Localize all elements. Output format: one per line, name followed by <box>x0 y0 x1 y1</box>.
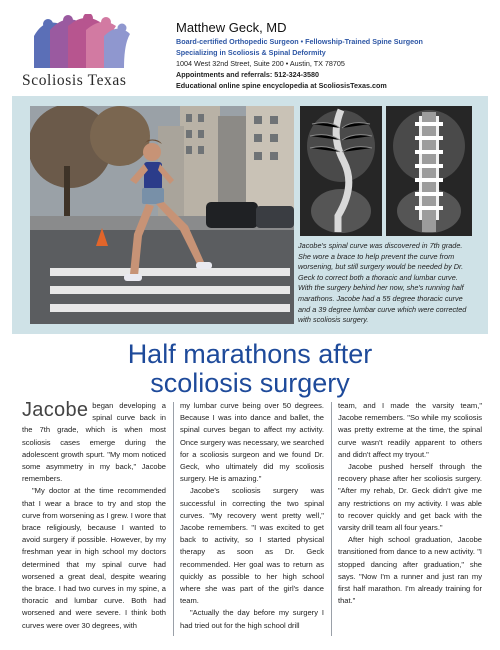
title-line-2: scoliosis surgery <box>150 368 350 398</box>
specialty-line: Specializing in Scoliosis & Spinal Deformity <box>176 48 326 57</box>
paragraph: my lumbar curve being over 50 degrees. Because I was into dance and ballet, the spinal curves began to affect my activity. Once surgery was necessary, we searched for a scoliosis surgeon and we found Dr. Geck, who ultimately did my scoliosis surgery. He is amazing." <box>180 401 324 484</box>
address-line: 1004 West 32nd Street, Suite 200 • Austin, TX 78705 <box>176 59 345 68</box>
paragraph: Jacobe pushed herself through the recovery phase after her scoliosis surgery. "After my rehab, Dr. Geck didn't give me any restrictions on my activity. I was able to recover quickly and get back with the varsity drill team all four years." <box>338 462 482 533</box>
doctor-name: Matthew Geck, MD <box>176 20 287 35</box>
paragraph: After high school graduation, Jacobe transitioned from dance to a new activity. "I stopped dancing after graduation," she says. "Now I'm a runner and just ran my first half marathon. I'm already training for that." <box>338 535 482 606</box>
credentials-line: Board-certified Orthopedic Surgeon • Fellowship-Trained Spine Surgeon <box>176 37 423 46</box>
paragraph: "My doctor at the time recommended that I wear a brace to try and stop the curve from worsening as I grew. I wore that brace religiously, because I wanted to avoid surgery if possible. However, by my freshman year in high school my doctors determined that my spinal curve had worsened a great deal, despite wearing the brace. I had two curves in my spine, a thoracic and lumbar curve. Both had worsened and were severe. I think both curves were over 30 degrees, with <box>22 486 166 630</box>
appointments-line: Appointments and referrals: 512-324-3580 <box>176 70 320 79</box>
logo-figures-icon <box>30 14 134 70</box>
photo-panel <box>12 96 488 334</box>
encyclopedia-line: Educational online spine encyclopedia at ScoliosisTexas.com <box>176 81 387 90</box>
column-divider <box>173 402 174 636</box>
paragraph <box>22 400 166 485</box>
article-body <box>22 400 482 640</box>
contact-block <box>176 20 486 91</box>
article-column-3 <box>338 400 482 607</box>
photo-caption: Jacobe's spinal curve was discovered in 7th grade. She wore a brace to help prevent the curve from worsening, but still surgery would be needed by Dr. Geck to correct both a thoracic and lumbar curve. With the surgery behind her now, she's running half marathons. Jacobe had a 55 degree thoracic curve and a 39 degree lumbar curve which were corrected with scoliosis surgery. <box>298 241 467 325</box>
paragraph: "Actually the day before my surgery I had tried out for the high school drill <box>180 608 324 630</box>
drop-word: Jacobe <box>22 399 89 421</box>
logo-wordmark: Scoliosis Texas <box>22 72 127 89</box>
xray-after-image <box>386 106 472 236</box>
runner-photo <box>30 106 294 324</box>
scoliosis-texas-logo <box>22 14 140 96</box>
article-column-2 <box>180 400 324 632</box>
title-line-1: Half marathons after <box>127 339 373 369</box>
paragraph-text: began developing a spinal curve back in the 7th grade, which is when most scoliosis cases emerge during the adolescent growth spurt. "My mom noticed some asymmetry in my back," Jacobe remembers. <box>22 401 166 484</box>
article-title <box>0 340 500 398</box>
paragraph: team, and I made the varsity team," Jacobe remembers. "So while my scoliosis was pretty extreme at the time, the spinal curve wasn't readily apparent to others and didn't affect my tryout." <box>338 401 482 459</box>
xray-before-image <box>300 106 382 236</box>
article-column-1 <box>22 400 166 632</box>
column-divider <box>331 402 332 636</box>
paragraph: Jacobe's scoliosis surgery was successful in correcting the two spinal curves. "My recovery went pretty well," Jacobe remembers. "I was excited to get back to activity, so I started physical therapy as soon as Dr. Geck recommended. Her goal was to return as quickly as possible to her high school where she was part of the girl's dance team. <box>180 486 324 606</box>
